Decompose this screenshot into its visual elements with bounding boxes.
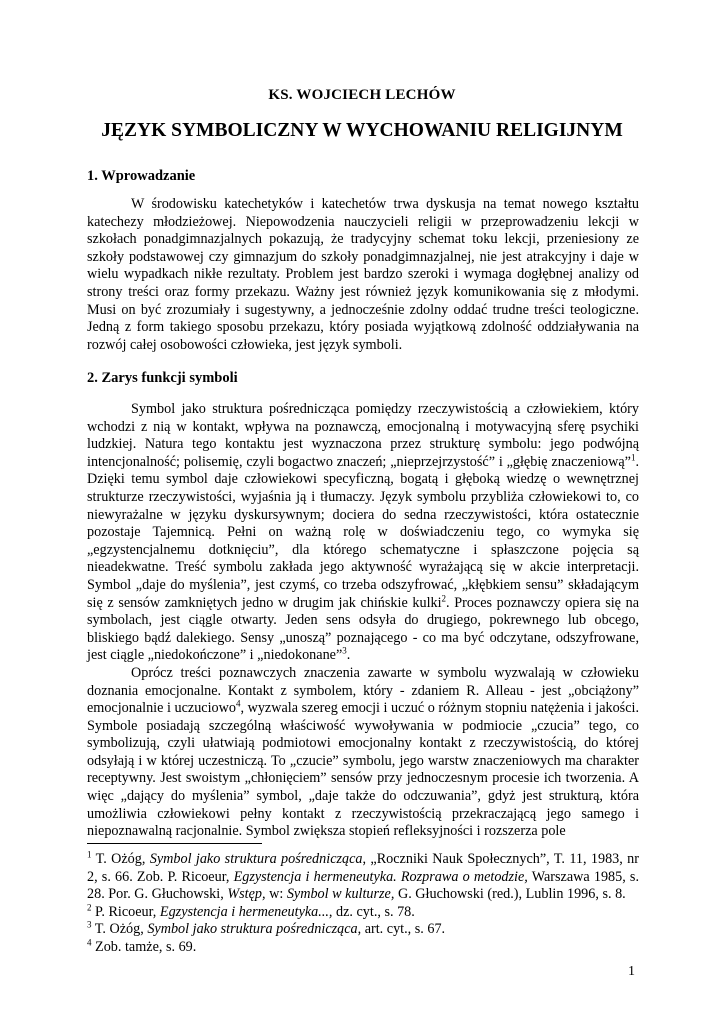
section-body-introduction (87, 196, 639, 354)
footnote-number: 3 (87, 919, 92, 930)
author-name: KS. WOJCIECH LECHÓW (268, 87, 456, 103)
text-run: T. Ożóg, (91, 851, 150, 867)
footnote-number: 2 (87, 902, 92, 913)
italic-title: Egzystencja i hermeneutyka. Rozprawa o metodzie, (233, 868, 528, 885)
footnote-number: 1 (87, 849, 92, 860)
footnote-ref: 2 (441, 592, 447, 603)
text-run: . (346, 647, 351, 664)
italic-title: Symbol jako struktura pośrednicząca (149, 851, 363, 867)
footnotes (87, 851, 639, 957)
page-number: 1 (628, 964, 635, 979)
footnote-4 (87, 939, 639, 957)
paragraph (87, 665, 639, 841)
text-run: w: (265, 886, 287, 903)
text-run: . Dzięki temu symbol daje człowiekowi specyficzną, bogatą i głęboką wiedzę o wewnętrznej strukturze rzeczywistości, wyjaśnia ją i tłumaczy. Język symbolu przybliża człowiekowi to, co niewyrażalne w języku dyskursywnym; dociera do sedna rzeczywistości, która ostatecznie pozostaje Tajemnicą. Pełni on ważną rolę w doświadczeniu tego, co wymyka się „egzystencjalnemu dotknięciu”, dla którego schematyczne i spłaszczone pojęcia są nieadekwatne. Treść symbolu zakłada jego aktywność wyrażającą się w akcie interpretacji. Symbol „daje do myślenia”, jest czymś, co trzeba odszyfrować, „kłębkiem sensu” składającym się z sensów zamkniętych jedno w drugim jak chińskie kulki (87, 453, 639, 611)
text-run: P. Ricoeur, (91, 903, 160, 920)
paragraph: W środowisku katechetyków i katechetów trwa dyskusja na temat nowego kształtu katechezy młodzieżowej. Niepowodzenia nauczycieli religii w przeprowadzeniu lekcji w szkołach ponadgimnazjalnych pokazują, że tradycyjny schemat toku lekcji, przeniesiony ze szkoły podstawowej czy gimnazjum do szkoły ponadgimnazjalnej, nie jest atrakcyjny i daje w wielu wypadkach nikłe rezultaty. Problem jest bardzo szeroki i wymaga dogłębnej analizy od strony treści oraz formy przekazu. Ważny jest również język komunikowania się z młodymi. Musi on być zrozumiały i sugestywny, a jednocześnie zdolny oddać trudne treści teologiczne. Jedną z form takiego sposobu przekazu, który posiada wyjątkową zdolność oddziaływania na rozwój całej osobowości człowieka, jest język symboli. (87, 196, 639, 353)
italic-title: Symbol jako struktura pośrednicząca (147, 921, 358, 938)
section-heading-introduction: 1. Wprowadzanie (87, 168, 196, 184)
text-run: , „Roczniki Nauk Społecznych”, T. 11, 1983, nr 2, s. 66. Zob. P. Ricoeur, (87, 851, 639, 885)
footnote-ref: 1 (630, 452, 636, 463)
italic-title: Symbol w kulturze, (286, 886, 395, 903)
footnote-1 (87, 851, 639, 904)
text-run: . Proces poznawczy opiera się na symbolach, jest ciągle otwarty. Jeden sens odsyła do drugiego, pokrewnego lub obcego, bliskiego bądź dalekiego. Sensy „unoszą” poznającego - co ma być odczytane, odszyfrowane, jest ciągle „niedokończone” i „niedokonane” (87, 594, 639, 664)
footnote-2 (87, 904, 639, 922)
text-run: Zob. tamże, s. 69. (91, 938, 197, 955)
paragraph (87, 401, 639, 665)
text-run: Warszawa 1985, s. 28. Por. G. Głuchowski, (87, 868, 639, 903)
text-run: T. Ożóg, (91, 921, 148, 938)
text-run: G. Głuchowski (red.), Lublin 1996, s. 8. (394, 886, 626, 903)
text-run: dz. cyt., s. 78. (332, 903, 415, 920)
text-run: Symbol jako struktura pośrednicząca pomiędzy rzeczywistością a człowiekiem, który wchodzi z nią w kontakt, wpływa na poznawczą, emocjonalną i motywacyjną sferę psychiki ludzkiej. Natura tego kontaktu jest wyznaczona przez strukturę symbolu: jego podwójną intencjonalność; polisemię, czyli bogactwo znaczeń; „nieprzejrzystość” i „głębię znaczeniową” (87, 401, 639, 470)
footnote-divider (87, 843, 262, 844)
footnote-number: 4 (87, 937, 92, 948)
document-title: JĘZYK SYMBOLICZNY W WYCHOWANIU RELIGIJNYM (101, 120, 623, 141)
section-body-symbol-functions (87, 401, 639, 841)
text-run: , wyzwala szereg emocji i uczuć o różnym stopniu natężenia i jakości. Symbole posiadają szczególną właściwość wywoływania w podmiocie „czucia” tego, co symbolizują, czyli ułatwiają podmiotowi emocjonalny kontakt z rzeczywistością, do której odsyłają i w której uczestniczą. To „czucie” symbolu, jego warstw znaczeniowych ma charakter receptywny. Jest swoistym „chłonięciem” sensów przy jednoczesnym procesie ich tworzenia. A więc „dający do myślenia” symbol, „daje także do odczuwania”, gdyż jest strukturą, która umożliwia człowiekowi pełny kontakt z rzeczywistością przekraczającą jego samego i niepoznawalną racjonalnie. Symbol zwiększa stopień refleksyjności i rozszerza pole (87, 700, 639, 840)
italic-title: Egzystencja i hermeneutyka..., (159, 903, 333, 920)
section-heading-symbol-functions: 2. Zarys funkcji symboli (87, 370, 238, 386)
footnote-3 (87, 921, 639, 939)
text-run: Oprócz treści poznawczych znaczenia zawarte w symbolu wyzwalają w człowieku doznania emocjonalne. Kontakt z symbolem, który - zdaniem R. Alleau - jest „obciążony” emocjonalnie i uczuciowo (87, 664, 639, 717)
text-run: , art. cyt., s. 67. (357, 921, 446, 938)
footnote-ref: 4 (235, 698, 241, 709)
footnote-ref: 3 (342, 645, 347, 656)
italic-title: Wstęp, (227, 886, 266, 903)
